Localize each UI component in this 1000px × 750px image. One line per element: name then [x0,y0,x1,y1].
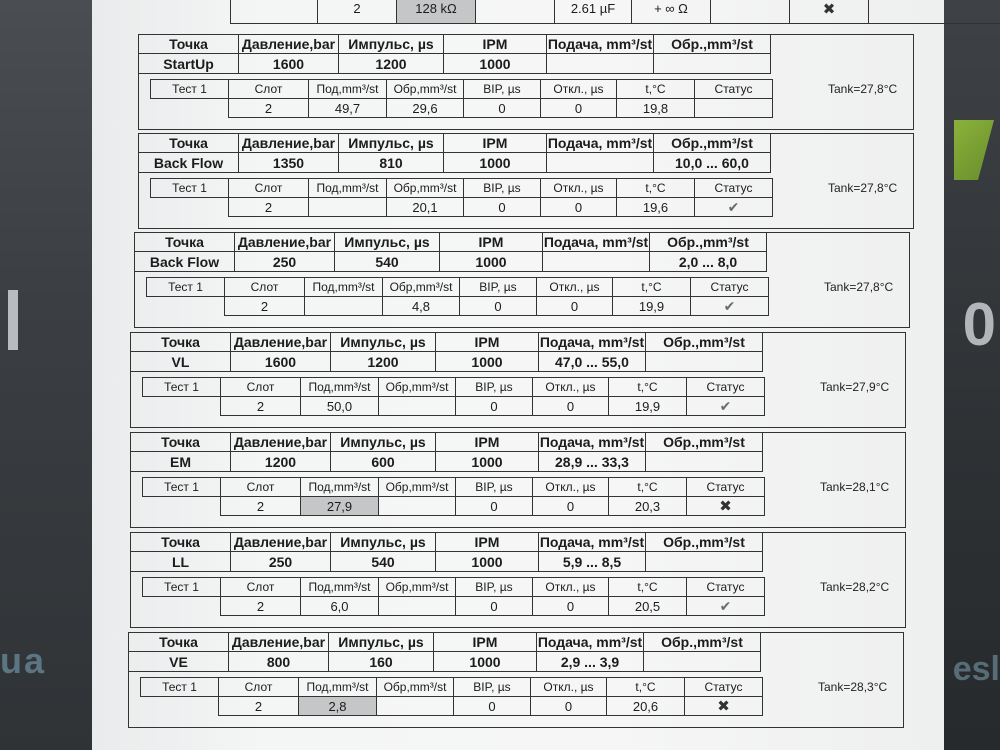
test-block [128,632,908,730]
header-ipm: IPM [443,34,547,54]
test-label-delivery: Под,mm³/st [298,677,377,697]
header-impulse: Импульс, µs [330,432,436,452]
test-label-return: Обр,mm³/st [376,677,454,697]
test-label-delivery: Под,mm³/st [308,79,387,99]
test-block [138,34,918,132]
test-label-status: Статус [686,377,765,397]
test-label-bip: BIP, µs [455,377,533,397]
header-ipm: IPM [443,133,547,153]
return-range: 2,0 ... 8,0 [649,251,767,272]
header-point: Точка [130,432,231,452]
test-value-temp: 19,8 [616,98,695,118]
header-return: Обр.,mm³/st [645,332,763,352]
test-label-return: Обр,mm³/st [378,577,456,597]
header-pressure: Давление,bar [238,133,339,153]
test-value-delivery: 2,8 [298,696,377,716]
test-value-temp: 20,3 [608,496,687,516]
test-value-delivery: 6,0 [300,596,379,616]
test-value-slot: 2 [224,296,305,316]
test-value-empty [142,396,221,416]
test-value-bip: 0 [455,396,533,416]
point-value: StartUp [138,53,239,74]
test-label-test: Тест 1 [146,277,225,297]
test-label-temp: t,°C [612,277,691,297]
header-return: Обр.,mm³/st [653,133,771,153]
tank-temperature: Tank=27,8°C [828,181,898,195]
ipm-value: 1000 [435,551,539,572]
delivery-range [546,53,654,74]
ipm-value: 1000 [443,53,547,74]
test-value-bip: 0 [463,98,541,118]
test-value-slot: 2 [218,696,299,716]
header-point: Точка [138,133,239,153]
test-value-temp: 19,6 [616,197,695,217]
test-label-return: Обр,mm³/st [386,178,464,198]
test-label-test: Тест 1 [150,79,229,99]
tank-temperature: Tank=27,9°C [820,380,890,394]
impulse-value: 810 [338,152,444,173]
header-ipm: IPM [439,232,543,252]
header-pressure: Давление,bar [238,34,339,54]
header-delivery: Подача, mm³/st [539,334,645,350]
test-value-return [378,596,456,616]
delivery-range [546,152,654,173]
header-point: Точка [128,632,229,652]
tank-temperature: Tank=28,2°C [820,580,890,594]
test-value-empty [140,696,219,716]
test-value-delivery: 50,0 [300,396,379,416]
test-label-temp: t,°C [608,377,687,397]
test-label-slot: Слот [228,79,309,99]
test-value-empty [150,197,229,217]
pressure-value: 1350 [238,152,339,173]
test-value-status [684,696,763,716]
header-impulse: Импульс, µs [334,232,440,252]
header-return: Обр.,mm³/st [649,232,767,252]
test-label-delivery: Под,mm³/st [300,377,379,397]
test-value-slot: 2 [228,197,309,217]
point-value: Back Flow [134,251,235,272]
header-return: Обр.,mm³/st [653,34,771,54]
impulse-value: 1200 [330,351,436,372]
header-delivery: Подача, mm³/st [543,234,649,250]
header-delivery: Подача, mm³/st [547,36,653,52]
test-value-empty [146,296,225,316]
test-label-delivery: Под,mm³/st [300,477,379,497]
test-label-return: Обр,mm³/st [386,79,464,99]
test-value-bip: 0 [463,197,541,217]
test-block [130,532,910,630]
test-label-return: Обр,mm³/st [382,277,460,297]
header-impulse: Импульс, µs [338,34,444,54]
test-label-delivery: Под,mm³/st [308,178,387,198]
test-label-dev: Откл., µs [536,277,613,297]
test-value-slot: 2 [228,98,309,118]
test-label-return: Обр,mm³/st [378,477,456,497]
test-label-temp: t,°C [616,79,695,99]
test-label-slot: Слот [218,677,299,697]
test-value-status [694,197,773,217]
delivery-range: 47,0 ... 55,0 [538,351,646,372]
pressure-value: 250 [234,251,335,272]
return-range [645,451,763,472]
fragment-tank [868,0,1000,24]
test-value-dev: 0 [532,596,609,616]
test-value-empty [142,496,221,516]
fragment-status [789,0,869,24]
test-label-bip: BIP, µs [453,677,531,697]
pressure-value: 1600 [230,351,331,372]
fragment-slot: 2 [317,0,397,24]
test-label-test: Тест 1 [150,178,229,198]
ipm-value: 1000 [443,152,547,173]
ipm-value: 1000 [439,251,543,272]
test-value-bip: 0 [453,696,531,716]
test-block [130,432,910,530]
header-point: Точка [134,232,235,252]
header-pressure: Давление,bar [234,232,335,252]
impulse-value: 160 [328,651,434,672]
return-range [653,53,771,74]
point-value: LL [130,551,231,572]
header-impulse: Импульс, µs [330,332,436,352]
header-pressure: Давление,bar [228,632,329,652]
fragment-capacitance: 2.61 µF [554,0,632,24]
header-delivery: Подача, mm³/st [539,534,645,550]
test-value-return: 4,8 [382,296,460,316]
background-text-right-bottom: esl [952,650,1000,688]
test-label-dev: Откл., µs [540,178,617,198]
test-label-temp: t,°C [608,577,687,597]
test-label-test: Тест 1 [142,577,221,597]
delivery-range: 2,9 ... 3,9 [536,651,644,672]
test-value-delivery: 49,7 [308,98,387,118]
test-value-dev: 0 [540,197,617,217]
test-block [130,332,910,430]
header-return: Обр.,mm³/st [643,632,761,652]
fragment-empty-3 [710,0,790,24]
test-block [138,133,918,231]
point-value: VL [130,351,231,372]
test-value-bip: 0 [455,596,533,616]
test-label-temp: t,°C [608,477,687,497]
test-label-slot: Слот [220,477,301,497]
header-delivery: Подача, mm³/st [539,434,645,450]
tank-temperature: Tank=27,8°C [828,82,898,96]
test-label-bip: BIP, µs [455,577,533,597]
test-label-test: Тест 1 [142,477,221,497]
background-right [938,0,1000,750]
test-value-bip: 0 [459,296,537,316]
ipm-value: 1000 [435,451,539,472]
background-text-left: ua [0,640,47,681]
point-value: Back Flow [138,152,239,173]
header-return: Обр.,mm³/st [645,532,763,552]
test-value-slot: 2 [220,496,301,516]
test-label-temp: t,°C [616,178,695,198]
test-value-temp: 20,6 [606,696,685,716]
report-sheet [92,0,944,750]
test-value-delivery: 27,9 [300,496,379,516]
fragment-empty-2 [475,0,555,24]
test-value-delivery [304,296,383,316]
pressure-value: 800 [228,651,329,672]
header-impulse: Импульс, µs [338,133,444,153]
header-ipm: IPM [433,632,537,652]
header-pressure: Давление,bar [230,332,331,352]
header-pressure: Давление,bar [230,432,331,452]
checkmark-icon: ✔ [719,397,732,414]
tank-temperature: Tank=28,1°C [820,480,890,494]
test-value-dev: 0 [536,296,613,316]
test-value-status [686,396,765,416]
impulse-value: 540 [330,551,436,572]
test-value-delivery [308,197,387,217]
test-value-return: 20,1 [386,197,464,217]
ipm-value: 1000 [435,351,539,372]
header-impulse: Импульс, µs [330,532,436,552]
test-label-delivery: Под,mm³/st [300,577,379,597]
fragment-resistance: 128 kΩ [396,0,476,24]
tank-temperature: Tank=27,8°C [824,280,894,294]
header-point: Точка [130,532,231,552]
test-label-bip: BIP, µs [459,277,537,297]
header-ipm: IPM [435,532,539,552]
point-value: EM [130,451,231,472]
test-value-temp: 19,9 [608,396,687,416]
header-point: Точка [130,332,231,352]
test-value-temp: 19,9 [612,296,691,316]
header-ipm: IPM [435,332,539,352]
delivery-range: 5,9 ... 8,5 [538,551,646,572]
header-ipm: IPM [435,432,539,452]
fail-icon: ✖ [717,698,730,715]
test-label-dev: Откл., µs [532,577,609,597]
background-left [0,0,95,750]
fragment-empty [230,0,318,24]
test-value-status [686,496,765,516]
test-value-empty [150,98,229,118]
test-value-empty [142,596,221,616]
test-label-status: Статус [686,477,765,497]
pressure-value: 250 [230,551,331,572]
pressure-value: 1200 [230,451,331,472]
test-value-slot: 2 [220,396,301,416]
test-label-dev: Откл., µs [532,477,609,497]
test-value-bip: 0 [455,496,533,516]
fail-icon: ✖ [822,0,836,18]
impulse-value: 540 [334,251,440,272]
test-label-temp: t,°C [606,677,685,697]
header-return: Обр.,mm³/st [645,432,763,452]
test-value-dev: 0 [532,496,609,516]
background-decor [8,290,18,350]
header-delivery: Подача, mm³/st [537,634,643,650]
test-label-status: Статус [684,677,763,697]
test-value-status [686,596,765,616]
impulse-value: 1200 [338,53,444,74]
test-value-slot: 2 [220,596,301,616]
test-label-slot: Слот [228,178,309,198]
return-range [643,651,761,672]
test-value-status [694,98,773,118]
header-impulse: Импульс, µs [328,632,434,652]
checkmark-icon: ✔ [719,597,732,614]
header-delivery: Подача, mm³/st [547,135,653,151]
test-label-status: Статус [686,577,765,597]
point-value: VE [128,651,229,672]
test-label-dev: Откл., µs [532,377,609,397]
test-value-temp: 20,5 [608,596,687,616]
test-label-return: Обр,mm³/st [378,377,456,397]
test-value-dev: 0 [532,396,609,416]
pressure-value: 1600 [238,53,339,74]
test-value-return [378,496,456,516]
test-label-bip: BIP, µs [463,178,541,198]
tank-temperature: Tank=28,3°C [818,680,888,694]
header-point: Точка [138,34,239,54]
fragment-isolation: + ∞ Ω [631,0,711,24]
test-value-dev: 0 [540,98,617,118]
test-value-status [690,296,769,316]
test-value-return [376,696,454,716]
delivery-range [542,251,650,272]
test-label-test: Тест 1 [140,677,219,697]
checkmark-icon: ✔ [723,297,736,314]
test-label-slot: Слот [220,577,301,597]
test-value-dev: 0 [530,696,607,716]
background-text-right-top: 0 [962,291,996,358]
test-label-slot: Слот [224,277,305,297]
test-value-return [378,396,456,416]
test-label-bip: BIP, µs [455,477,533,497]
return-range [645,551,763,572]
test-label-status: Статус [694,178,773,198]
test-label-status: Статус [690,277,769,297]
impulse-value: 600 [330,451,436,472]
return-range [645,351,763,372]
test-label-dev: Откл., µs [530,677,607,697]
test-block [134,232,914,330]
test-value-return: 29,6 [386,98,464,118]
header-pressure: Давление,bar [230,532,331,552]
checkmark-icon: ✔ [727,198,740,215]
test-label-test: Тест 1 [142,377,221,397]
test-label-delivery: Под,mm³/st [304,277,383,297]
return-range: 10,0 ... 60,0 [653,152,771,173]
test-label-slot: Слот [220,377,301,397]
delivery-range: 28,9 ... 33,3 [538,451,646,472]
ipm-value: 1000 [433,651,537,672]
test-label-dev: Откл., µs [540,79,617,99]
fail-icon: ✖ [719,498,732,515]
test-label-status: Статус [694,79,773,99]
test-label-bip: BIP, µs [463,79,541,99]
